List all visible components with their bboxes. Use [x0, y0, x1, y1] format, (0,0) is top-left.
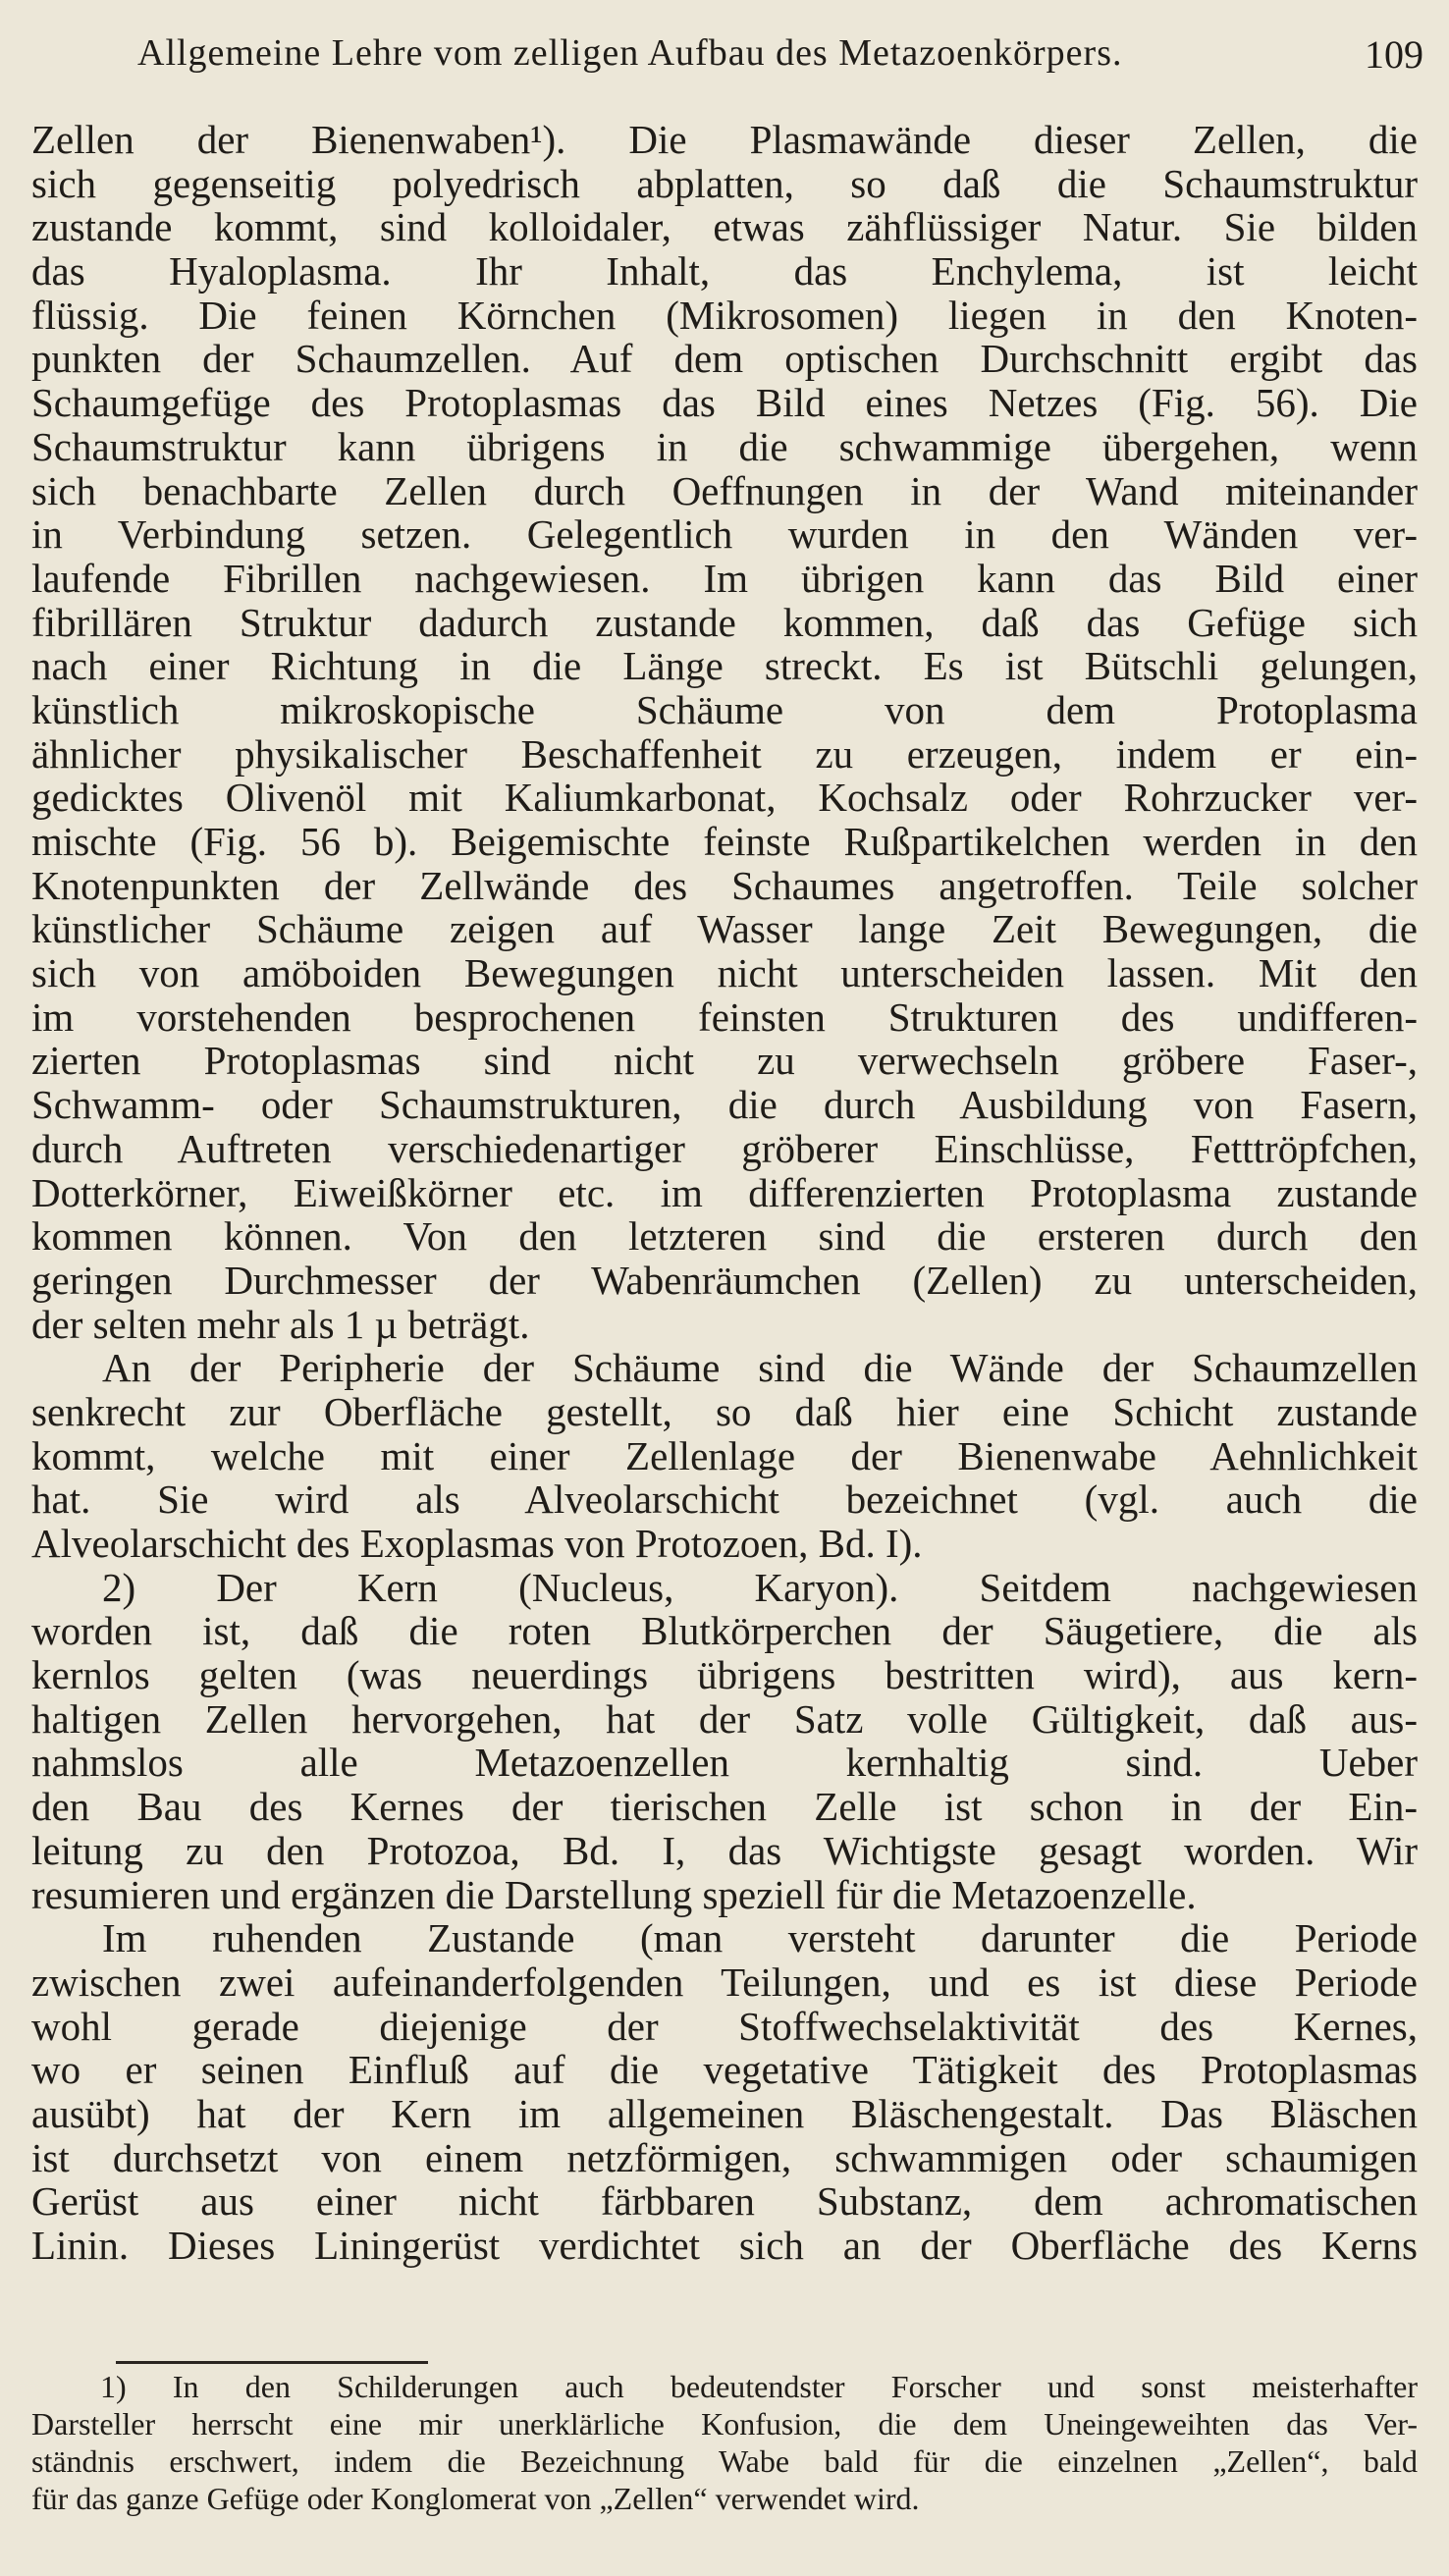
text-line: sich gegenseitig polyedrisch abplatten, so daß die Schaumstruktur	[31, 160, 1418, 206]
text-line: Im ruhenden Zustande (man versteht darunter die Periode	[102, 1915, 1418, 1961]
text-line: künstlicher Schäume zeigen auf Wasser lange Zeit Bewegungen, die	[31, 906, 1418, 952]
body-text	[31, 118, 1418, 2268]
page-number: 109	[1365, 32, 1423, 77]
text-line: zwischen zwei aufeinanderfolgenden Teilungen, und es ist diese Periode	[31, 1959, 1418, 2005]
text-line: resumieren und ergänzen die Darstellung speziell für die Metazoenzelle.	[31, 1871, 1197, 1917]
text-line: Linin. Dieses Liningerüst verdichtet sich an der Oberfläche des Kerns	[31, 2223, 1418, 2268]
text-line: 2) Der Kern (Nucleus, Karyon). Seitdem nachgewiesen	[102, 1564, 1418, 1610]
text-line: Knotenpunkten der Zellwände des Schaumes angetroffen. Teile solcher	[31, 862, 1418, 908]
text-line: flüssig. Die feinen Körnchen (Mikrosomen) liegen in den Knoten-	[31, 292, 1418, 338]
text-line: senkrecht zur Oberfläche gestellt, so daß hier eine Schicht zustande	[31, 1388, 1418, 1434]
text-line: Dotterkörner, Eiweißkörner etc. im differenzierten Protoplasma zustande	[31, 1169, 1418, 1215]
text-line: kommt, welche mit einer Zellenlage der Bienenwabe Aehnlichkeit	[31, 1432, 1418, 1478]
text-line: laufende Fibrillen nachgewiesen. Im übrigen kann das Bild einer	[31, 555, 1418, 601]
text-line: An der Peripherie der Schäume sind die Wände der Schaumzellen	[102, 1345, 1418, 1391]
text-line: den Bau des Kernes der tierischen Zelle ist schon in der Ein-	[31, 1784, 1418, 1830]
footnote-line: ständnis erschwert, indem die Bezeichnung Wabe bald für die einzelnen „Zellen“, bald	[31, 2443, 1418, 2479]
text-line: zustande kommt, sind kolloidaler, etwas zähflüssiger Natur. Sie bilden	[31, 204, 1418, 250]
text-line: der selten mehr als 1 µ beträgt.	[31, 1301, 530, 1347]
footnote-divider	[116, 2361, 428, 2364]
text-line: Gerüst aus einer nicht färbbaren Substanz, dem achromatischen	[31, 2178, 1418, 2225]
text-line: wohl gerade diejenige der Stoffwechselaktivität des Kernes,	[31, 2003, 1418, 2049]
text-line: punkten der Schaumzellen. Auf dem optischen Durchschnitt ergibt das	[31, 336, 1418, 382]
text-line: sich von amöboiden Bewegungen nicht unterscheiden lassen. Mit den	[31, 950, 1418, 996]
text-line: nach einer Richtung in die Länge streckt. Es ist Bütschli gelungen,	[31, 643, 1418, 689]
text-line: Schaumstruktur kann übrigens in die schwammige übergehen, wenn	[31, 423, 1418, 469]
text-line: kernlos gelten (was neuerdings übrigens bestritten wird), aus kern-	[31, 1652, 1418, 1698]
footnote-line: für das ganze Gefüge oder Konglomerat von „Zellen“ verwendet wird.	[31, 2481, 920, 2516]
text-line: ähnlicher physikalischer Beschaffenheit zu erzeugen, indem er ein-	[31, 730, 1418, 777]
text-line: worden ist, daß die roten Blutkörperchen der Säugetiere, die als	[31, 1608, 1418, 1654]
text-line: mischte (Fig. 56 b). Beigemischte feinste Rußpartikelchen werden in den	[31, 819, 1418, 864]
text-line: das Hyaloplasma. Ihr Inhalt, das Enchylema, ist leicht	[31, 248, 1418, 295]
running-title: Allgemeine Lehre vom zelligen Aufbau des Metazoenkörpers.	[137, 32, 1123, 74]
text-line: künstlich mikroskopische Schäume von dem Protoplasma	[31, 686, 1418, 732]
text-line: sich benachbarte Zellen durch Oeffnungen in der Wand miteinander	[31, 467, 1418, 513]
running-head	[0, 31, 1449, 90]
text-line: nahmslos alle Metazoenzellen kernhaltig sind. Ueber	[31, 1740, 1418, 1786]
text-line: hat. Sie wird als Alveolarschicht bezeichnet (vgl. auch die	[31, 1476, 1418, 1523]
text-line: Alveolarschicht des Exoplasmas von Protozoen, Bd. I).	[31, 1521, 923, 1566]
text-line: in Verbindung setzen. Gelegentlich wurden in den Wänden ver-	[31, 511, 1418, 558]
text-line: Schwamm- oder Schaumstrukturen, die durch Ausbildung von Fasern,	[31, 1082, 1418, 1128]
text-line: ist durchsetzt von einem netzförmigen, schwammigen oder schaumigen	[31, 2134, 1418, 2180]
text-line: leitung zu den Protozoa, Bd. I, das Wichtigste gesagt worden. Wir	[31, 1827, 1418, 1873]
text-line: im vorstehenden besprochenen feinsten Strukturen des undifferen-	[31, 993, 1418, 1040]
text-line: geringen Durchmesser der Wabenräumchen (Zellen) zu unterscheiden,	[31, 1257, 1418, 1303]
text-line: wo er seinen Einfluß auf die vegetative Tätigkeit des Protoplasmas	[31, 2047, 1418, 2093]
footnote-line: Darsteller herrscht eine mir unerklärliche Konfusion, die dem Uneingeweihten das Ver-	[31, 2406, 1418, 2442]
text-line: haltigen Zellen hervorgehen, hat der Satz volle Gültigkeit, daß aus-	[31, 1695, 1418, 1742]
text-line: gedicktes Olivenöl mit Kaliumkarbonat, Kochsalz oder Rohrzucker ver-	[31, 775, 1418, 821]
text-line: ausübt) hat der Kern im allgemeinen Bläschengestalt. Das Bläschen	[31, 2090, 1418, 2136]
text-line: kommen können. Von den letzteren sind die ersteren durch den	[31, 1213, 1418, 1260]
text-line: Schaumgefüge des Protoplasmas das Bild eines Netzes (Fig. 56). Die	[31, 380, 1418, 426]
footnotes	[31, 2368, 1418, 2517]
text-line: Zellen der Bienenwaben¹). Die Plasmawände dieser Zellen, die	[31, 117, 1418, 162]
text-line: durch Auftreten verschiedenartiger gröberer Einschlüsse, Fetttröpfchen,	[31, 1125, 1418, 1171]
text-line: fibrillären Struktur dadurch zustande kommen, daß das Gefüge sich	[31, 599, 1418, 645]
text-line: zierten Protoplasmas sind nicht zu verwechseln gröbere Faser-,	[31, 1038, 1418, 1084]
footnote-line: 1) In den Schilderungen auch bedeutendster Forscher und sonst meisterhafter	[100, 2369, 1418, 2404]
